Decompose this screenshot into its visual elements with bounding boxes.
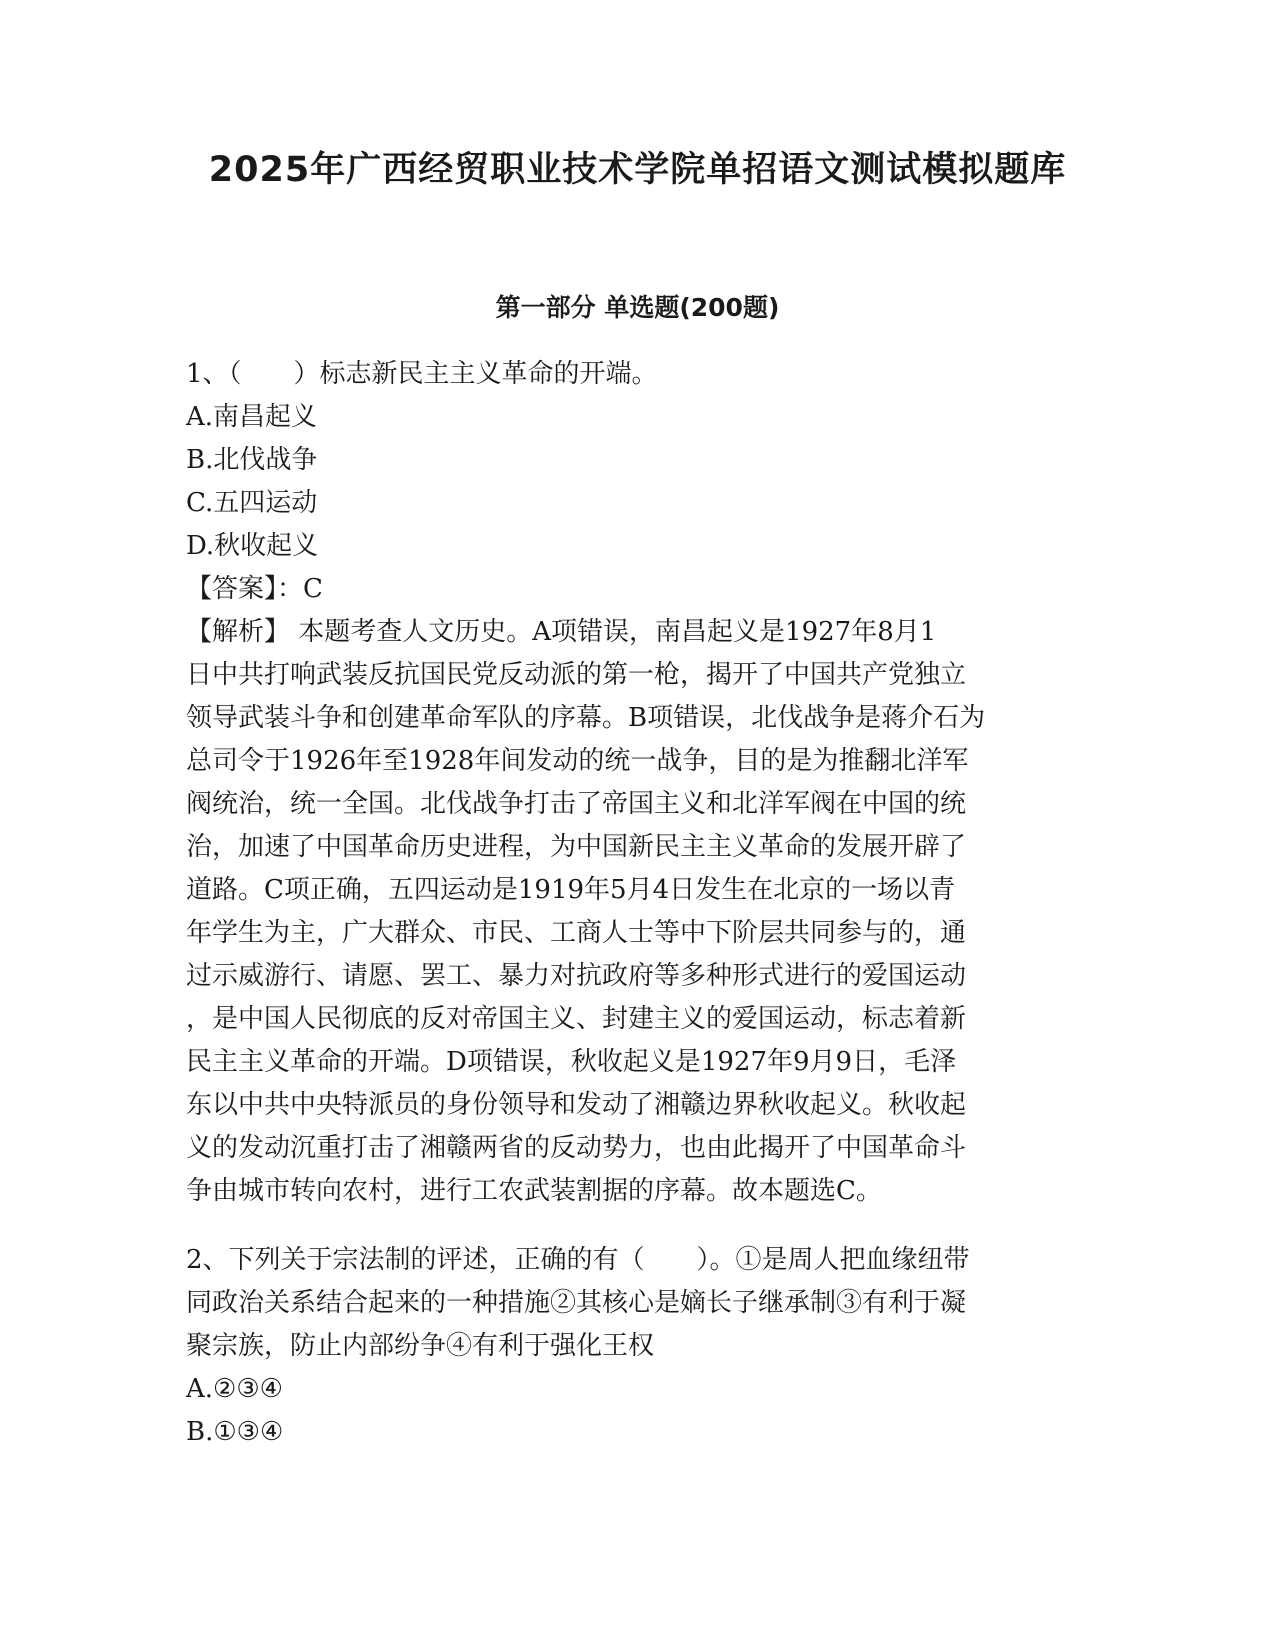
analysis-line: 民主主义革命的开端。D项错误，秋收起义是1927年9月9日，毛泽 bbox=[186, 1047, 957, 1077]
answer-line: 【答案】：C bbox=[186, 574, 323, 604]
option-b: B.北伐战争 bbox=[186, 445, 318, 475]
analysis-line: 过示威游行、请愿、罢工、暴力对抗政府等多种形式进行的爱国运动 bbox=[186, 961, 967, 991]
analysis-line: 治，加速了中国革命历史进程，为中国新民主主义革命的发展开辟了 bbox=[186, 832, 967, 862]
analysis-line: ，是中国人民彻底的反对帝国主义、封建主义的爱国运动，标志着新 bbox=[186, 1004, 967, 1034]
analysis-paragraph bbox=[186, 611, 1076, 1213]
document-title: 2025年广西经贸职业技术学院单招语文测试模拟题库 bbox=[208, 150, 1067, 190]
question-1 bbox=[186, 353, 1076, 1213]
analysis-line: 【解析】 本题考查人文历史。A项错误，南昌起义是1927年8月1 bbox=[186, 617, 937, 647]
question-stem bbox=[186, 1239, 1076, 1368]
section-heading: 第一部分 单选题(200题) bbox=[495, 293, 780, 322]
analysis-line: 总司令于1926年至1928年间发动的统一战争，目的是为推翻北洋军 bbox=[186, 746, 969, 776]
stem-line: 聚宗族，防止内部纷争④有利于强化王权 bbox=[186, 1331, 655, 1361]
analysis-line: 阀统治，统一全国。北伐战争打击了帝国主义和北洋军阀在中国的统 bbox=[186, 789, 967, 819]
analysis-line: 争由城市转向农村，进行工农武装割据的序幕。故本题选C。 bbox=[186, 1176, 882, 1206]
option-a: A.②③④ bbox=[186, 1374, 283, 1404]
analysis-line: 道路。C项正确，五四运动是1919年5月4日发生在北京的一场以青 bbox=[186, 875, 956, 905]
question-2 bbox=[186, 1239, 1076, 1454]
option-b: B.①③④ bbox=[186, 1417, 284, 1447]
analysis-line: 年学生为主，广大群众、市民、工商人士等中下阶层共同参与的，通 bbox=[186, 918, 967, 948]
stem-line: 同政治关系结合起来的一种措施②其核心是嫡长子继承制③有利于凝 bbox=[186, 1288, 967, 1318]
analysis-line: 日中共打响武装反抗国民党反动派的第一枪，揭开了中国共产党独立 bbox=[186, 660, 967, 690]
option-d: D.秋收起义 bbox=[186, 531, 319, 561]
analysis-line: 义的发动沉重打击了湘赣两省的反动势力，也由此揭开了中国革命斗 bbox=[186, 1133, 967, 1163]
analysis-line: 领导武装斗争和创建革命军队的序幕。B项错误，北伐战争是蒋介石为 bbox=[186, 703, 986, 733]
option-a: A.南昌起义 bbox=[186, 402, 318, 432]
option-c: C.五四运动 bbox=[186, 488, 318, 518]
stem-line: 2、下列关于宗法制的评述，正确的有（ ）。①是周人把血缘纽带 bbox=[186, 1245, 970, 1275]
analysis-line: 东以中共中央特派员的身份领导和发动了湘赣边界秋收起义。秋收起 bbox=[186, 1090, 967, 1120]
question-stem: 1、（ ）标志新民主主义革命的开端。 bbox=[186, 359, 658, 389]
